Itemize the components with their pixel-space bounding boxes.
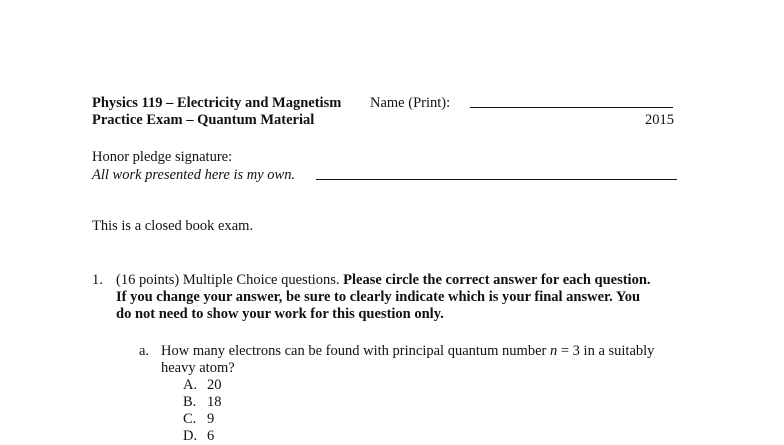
question-line-1 bbox=[116, 272, 651, 289]
signature-blank[interactable] bbox=[316, 168, 677, 180]
choice-value: 6 bbox=[207, 428, 215, 444]
closed-book-note: This is a closed book exam. bbox=[92, 218, 254, 234]
exam-year: 2015 bbox=[645, 112, 674, 128]
question-instruction-2: If you change your answer, be sure to clearly indicate which is your final answer. You bbox=[116, 289, 641, 305]
choice-value: 20 bbox=[207, 377, 222, 393]
part-a-question-line-2: heavy atom? bbox=[161, 360, 235, 376]
choice-letter: B. bbox=[183, 394, 197, 410]
choice-letter: A. bbox=[183, 377, 198, 393]
honor-statement: All work presented here is my own. bbox=[92, 167, 296, 183]
choice-letter: C. bbox=[183, 411, 197, 427]
choice-value: 9 bbox=[207, 411, 215, 427]
choice-value: 18 bbox=[207, 394, 222, 410]
part-a-text-before: How many electrons can be found with principal quantum number bbox=[161, 343, 547, 359]
course-title: Physics 119 – Electricity and Magnetism bbox=[92, 95, 342, 111]
honor-label: Honor pledge signature: bbox=[92, 149, 233, 165]
name-label: Name (Print): bbox=[370, 95, 451, 111]
question-number: 1. bbox=[92, 272, 103, 288]
name-blank[interactable] bbox=[470, 96, 673, 108]
part-a-question-line-1 bbox=[161, 343, 654, 360]
quantum-number-variable: n bbox=[549, 343, 558, 359]
question-points: (16 points) Multiple Choice questions. bbox=[116, 272, 340, 288]
question-instruction-3: do not need to show your work for this question only. bbox=[116, 306, 444, 322]
exam-title: Practice Exam – Quantum Material bbox=[92, 112, 315, 128]
part-a-letter: a. bbox=[139, 343, 150, 359]
choice-d[interactable] bbox=[183, 428, 214, 445]
part-a-text-after: = 3 in a suitably bbox=[560, 343, 655, 359]
choice-letter: D. bbox=[183, 428, 198, 444]
question-instruction-1: Please circle the correct answer for each question. bbox=[343, 272, 651, 288]
choice-a[interactable] bbox=[183, 377, 222, 394]
choice-b[interactable] bbox=[183, 394, 222, 411]
choice-c[interactable] bbox=[183, 411, 214, 428]
